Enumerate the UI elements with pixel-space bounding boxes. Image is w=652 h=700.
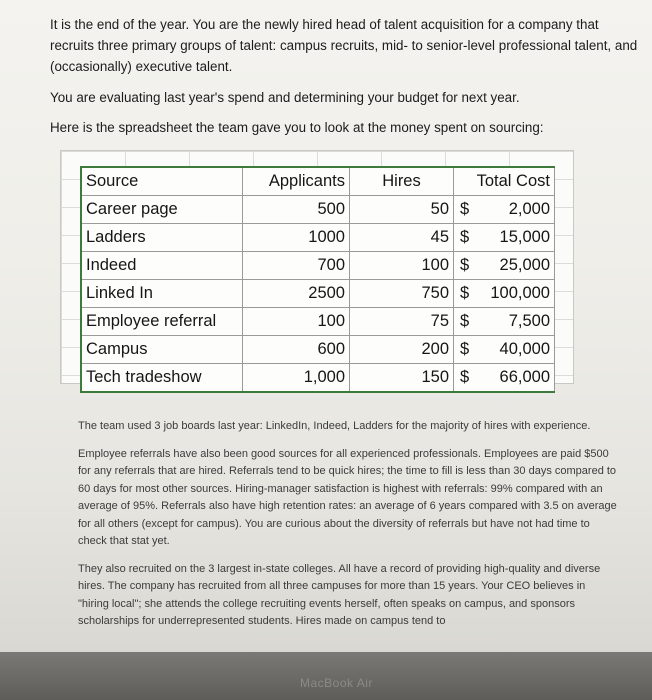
row-hires: 100 (350, 252, 454, 280)
row-total-cost (454, 224, 555, 252)
table-row (81, 336, 555, 364)
currency-symbol: $ (460, 228, 470, 246)
cost-value: 2,000 (508, 200, 550, 218)
notes-section (78, 418, 618, 641)
header-hires: Hires (350, 167, 454, 196)
header-applicants: Applicants (243, 167, 350, 196)
row-total-cost (454, 280, 555, 308)
table-row (81, 196, 555, 224)
currency-symbol: $ (460, 256, 470, 274)
cost-value: 25,000 (499, 256, 550, 274)
row-applicants: 100 (243, 308, 350, 336)
row-applicants: 600 (243, 336, 350, 364)
row-source: Indeed (81, 252, 243, 280)
row-hires: 200 (350, 336, 454, 364)
row-hires: 750 (350, 280, 454, 308)
currency-symbol: $ (460, 312, 470, 330)
cost-value: 15,000 (499, 228, 550, 246)
table-row (81, 364, 555, 393)
header-total-cost: Total Cost (454, 167, 555, 196)
row-source: Campus (81, 336, 243, 364)
device-brand-label: MacBook Air (300, 676, 373, 690)
intro-paragraph: It is the end of the year. You are the newly hired head of talent acquisition for a company that recruits three primary groups of talent: campus recruits, mid- to senior-level professional talent, and (occasionally) executive talent. (50, 17, 638, 74)
row-source: Career page (81, 196, 243, 224)
currency-symbol: $ (460, 340, 470, 358)
job-boards-note: The team used 3 job boards last year: LinkedIn, Indeed, Ladders for the majority of hires with experience. (78, 420, 591, 432)
row-applicants: 2500 (243, 280, 350, 308)
table-row (81, 224, 555, 252)
table-row (81, 252, 555, 280)
row-hires: 50 (350, 196, 454, 224)
sourcing-spend-table (80, 166, 555, 393)
row-applicants: 1000 (243, 224, 350, 252)
row-total-cost (454, 308, 555, 336)
referrals-note: Employee referrals have also been good sources for all experienced professionals. Employees are paid $500 for any referrals that are hired. Referrals tend to be quick hires; the time to fill is less than 30 days compared to 60 days for most other sources. Hiring-manager satisfaction is highest with referrals: 99% compared with an average of 95%. Referrals also have high retention rates: an average of 6 years compared with 3.5 on average for all others (except for campus). You are curious about the diversity of referrals but have not had time to check that stat yet. (78, 447, 617, 547)
row-total-cost (454, 364, 555, 393)
currency-symbol: $ (460, 284, 470, 302)
row-hires: 45 (350, 224, 454, 252)
intro-section (50, 14, 640, 138)
spreadsheet-lead-in: Here is the spreadsheet the team gave you to look at the money spent on sourcing: (50, 120, 544, 135)
cost-value: 100,000 (490, 284, 550, 302)
table-header-row (81, 167, 555, 196)
row-source: Linked In (81, 280, 243, 308)
row-total-cost (454, 336, 555, 364)
row-source: Tech tradeshow (81, 364, 243, 393)
currency-symbol: $ (460, 200, 470, 218)
row-source: Employee referral (81, 308, 243, 336)
row-hires: 150 (350, 364, 454, 393)
header-source: Source (81, 167, 243, 196)
row-hires: 75 (350, 308, 454, 336)
row-source: Ladders (81, 224, 243, 252)
evaluation-statement: You are evaluating last year's spend and determining your budget for next year. (50, 90, 520, 105)
currency-symbol: $ (460, 368, 470, 386)
campus-note: They also recruited on the 3 largest in-state colleges. All have a record of providing high-quality and diverse hires. The company has recruited from all three campuses for more than 15 years. Your CEO believes in "hiring local"; she attends the college recruiting events herself, often speaks on campus, and sponsors scholarships for underrepresented students. Hires made on campus tend to (78, 562, 601, 627)
row-total-cost (454, 196, 555, 224)
row-applicants: 500 (243, 196, 350, 224)
row-applicants: 700 (243, 252, 350, 280)
row-total-cost (454, 252, 555, 280)
cost-value: 7,500 (508, 312, 550, 330)
table-row (81, 280, 555, 308)
row-applicants: 1,000 (243, 364, 350, 393)
cost-value: 40,000 (499, 340, 550, 358)
cost-value: 66,000 (499, 368, 550, 386)
table-row (81, 308, 555, 336)
